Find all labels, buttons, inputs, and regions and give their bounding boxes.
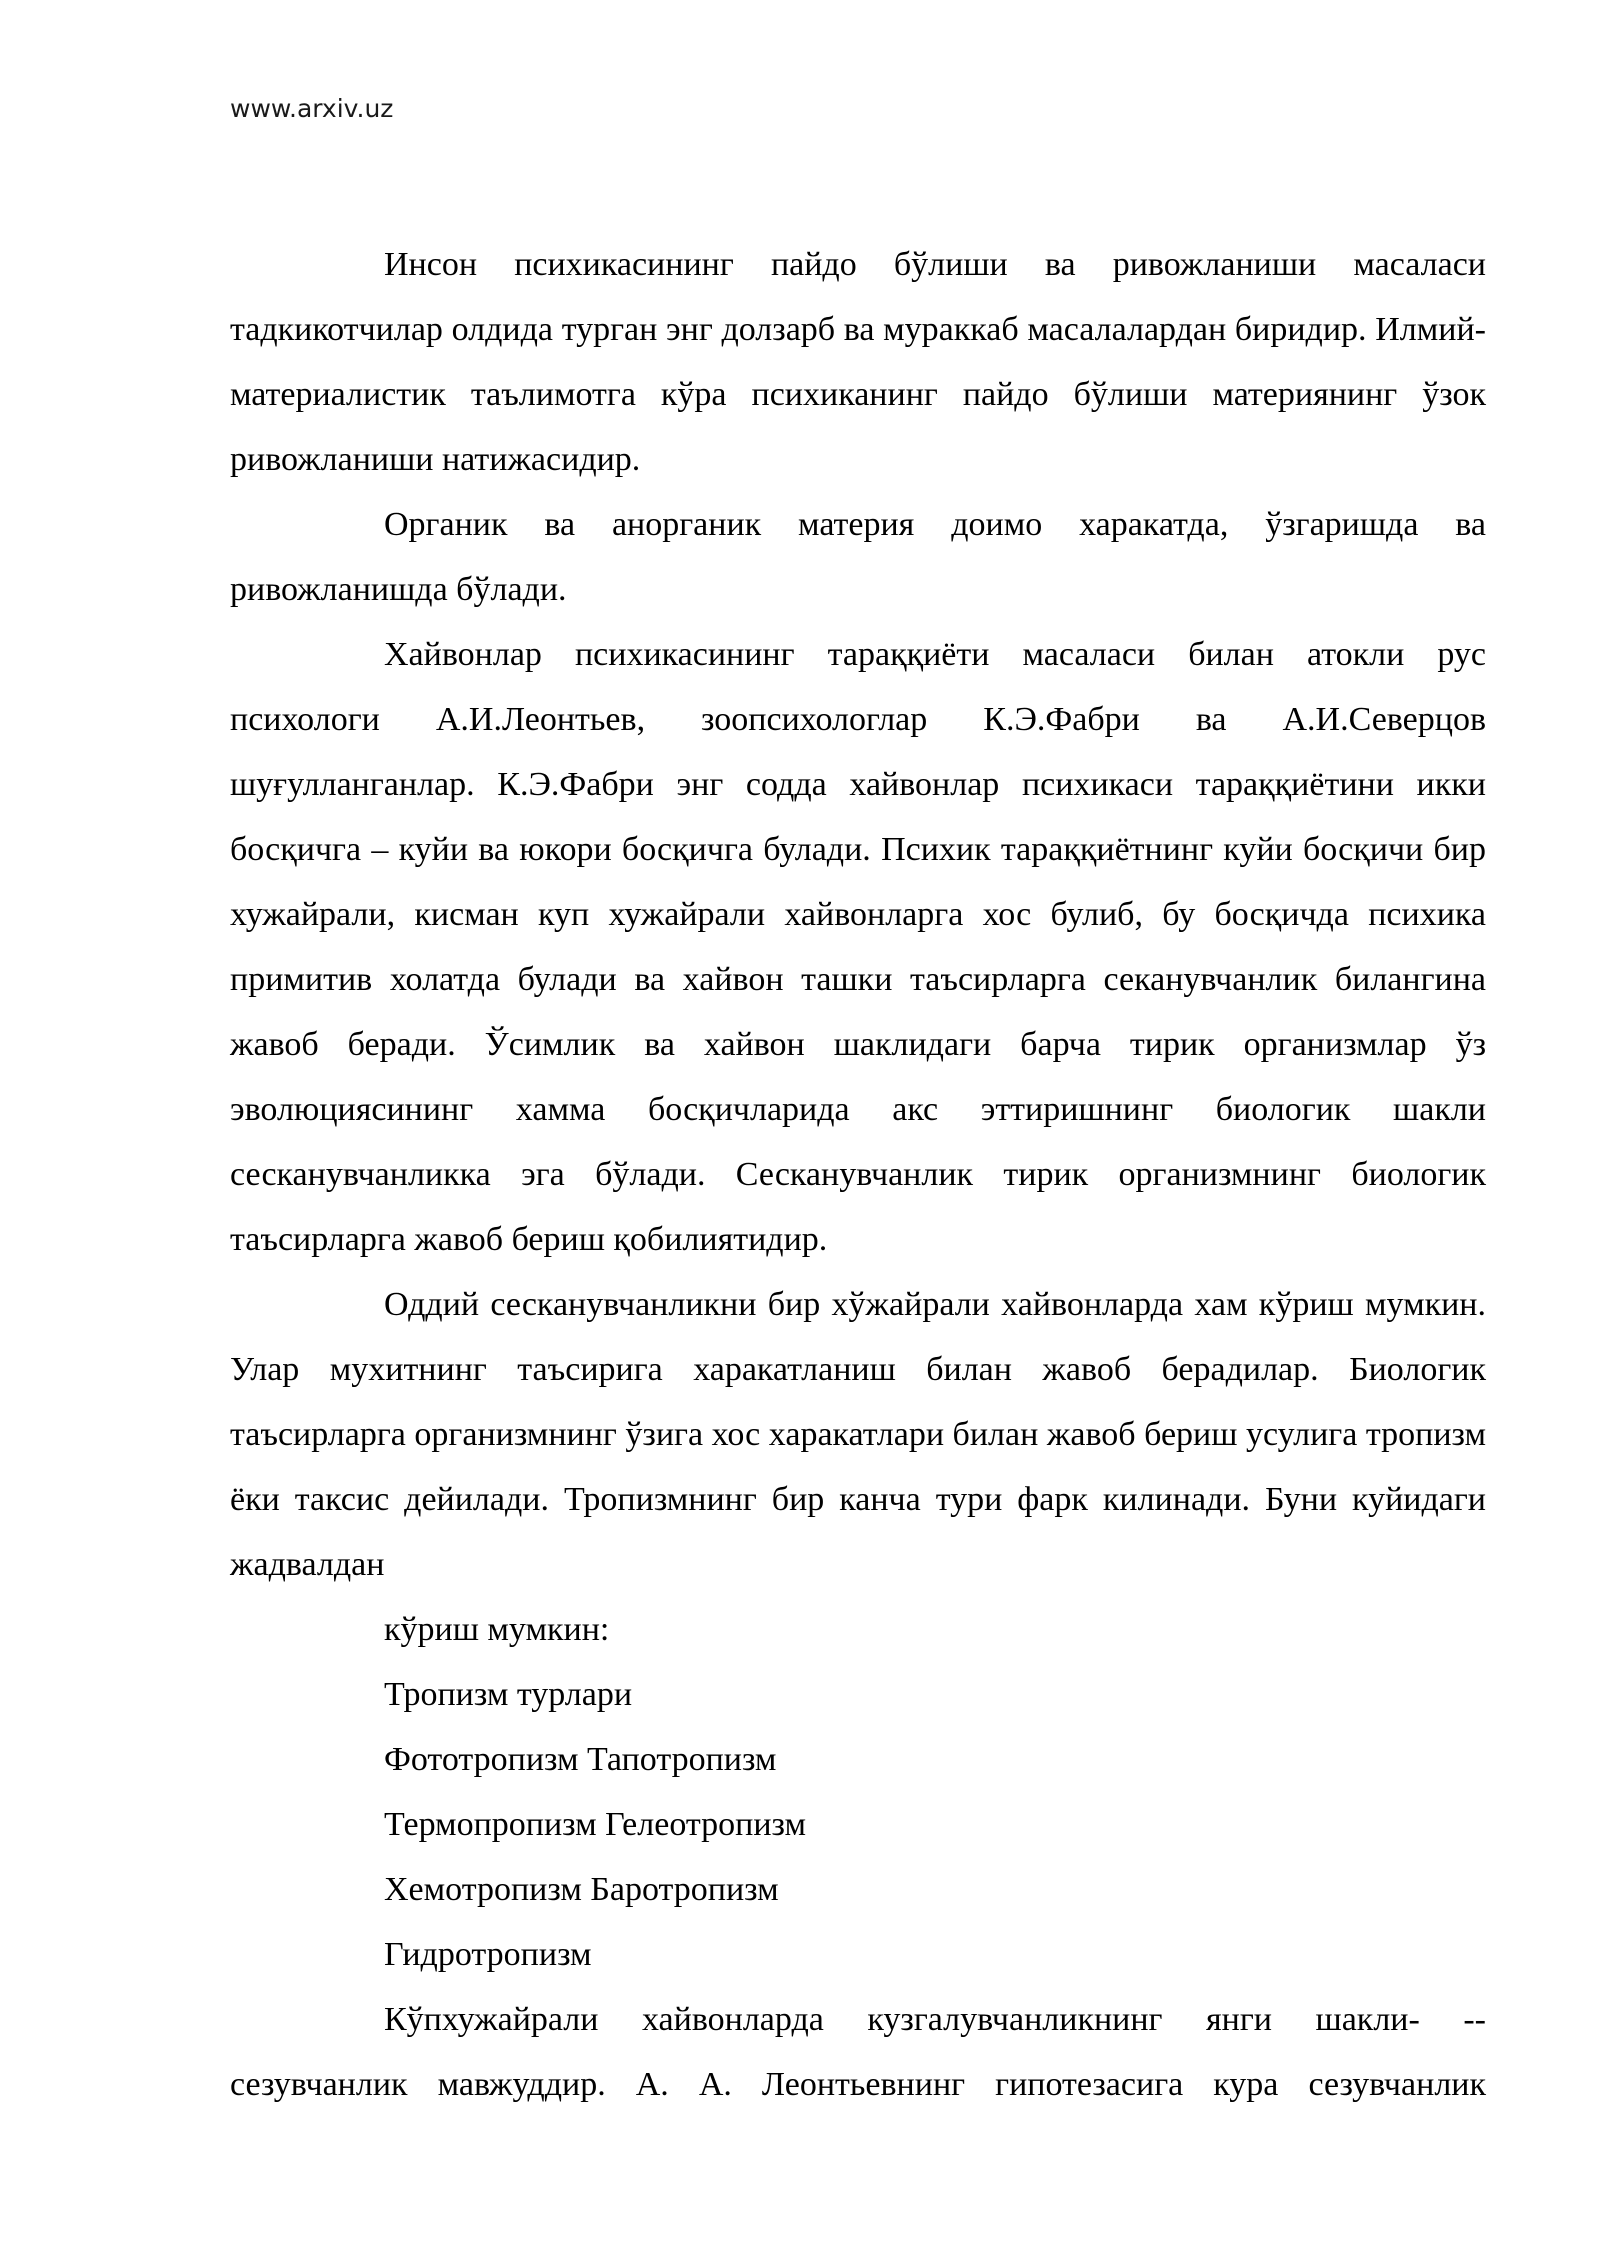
header-url: www.arxiv.uz [230,94,394,123]
list-line: Термопропизм Гелеотропизм [384,1806,807,1843]
document-body [230,232,1486,2117]
list-line: Гидротропизм [384,1936,592,1973]
list-line: Хемотропизм Баротропизм [384,1871,779,1908]
tropism-list [230,1597,1486,1987]
paragraph-2: Органик ва анорганик материя доимо харакатда, ўзгаришда ва ривожланишда бўлади. [230,506,1486,608]
list-line: Фототропизм Тапотропизм [384,1741,777,1778]
paragraph-4: Оддий сесканувчанликни бир хўжайрали хайвонларда хам кўриш мумкин. Улар мухитнинг таъсирига харакатланиш билан жавоб берадилар. Биологик таъсирларга организмнинг ўзига хос харакатлари билан жавоб бериш усулига тропизм ёки таксис дейилади. Тропизмнинг бир канча тури фарк килинади. Буни куйидаги жадвалдан [230,1286,1486,1583]
list-line: Тропизм турлари [384,1676,633,1713]
paragraph-3: Хайвонлар психикасининг тараққиёти масаласи билан атокли рус психологи А.И.Леонтьев, зоопсихологлар К.Э.Фабри ва А.И.Северцов шуғулланганлар. К.Э.Фабри энг содда хайвонлар психикаси тараққиётини икки босқичга – куйи ва юкори босқичга булади. Психик тараққиётнинг куйи босқичи бир хужайрали, кисман куп хужайрали хайвонларга хос булиб, бу босқичда психика примитив холатда булади ва хайвон ташки таъсирларга секанувчанлик билангина жавоб беради. Ўсимлик ва хайвон шаклидаги барча тирик организмлар ўз эволюциясининг хамма босқичларида акс эттиришнинг биологик шакли сесканувчанликка эга бўлади. Сесканувчанлик тирик организмнинг биологик таъсирларга жавоб бериш қобилиятидир. [230,636,1486,1258]
paragraph-1: Инсон психикасининг пайдо бўлиши ва ривожланиши масаласи тадкикотчилар олдида турган энг долзарб ва мураккаб масалалардан биридир. Илмий- материалистик таълимотга кўра психиканинг пайдо бўлиши материянинг ўзок ривожланиши натижасидир. [230,246,1486,478]
list-line: кўриш мумкин: [384,1611,610,1648]
paragraph-final: Кўпхужайрали хайвонларда кузгалувчанликнинг янги шакли- -- сезувчанлик мавжуддир. А. А. Леонтьевнинг гипотезасига кура сезувчанлик [230,2001,1486,2103]
